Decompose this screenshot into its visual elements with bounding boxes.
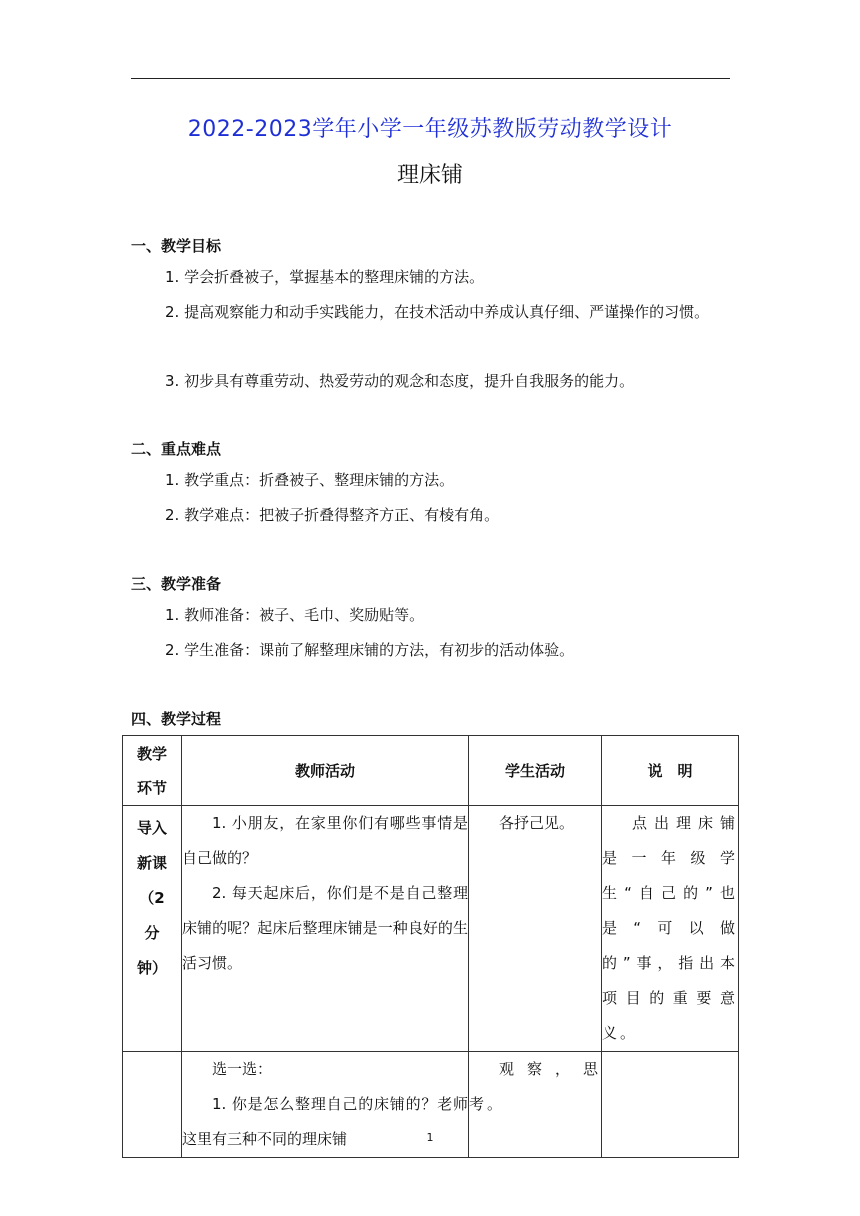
table-header-row: [123, 736, 739, 806]
student-activity-cell: 观察，思考。: [469, 1052, 602, 1158]
key-point-item: 2. 教学难点：把被子折叠得整齐方正、有棱有角。: [165, 506, 500, 524]
document-subtitle: 理床铺: [396, 163, 463, 188]
header-explanation: 说 明: [602, 736, 739, 806]
document-title: 2022-2023学年小学一年级苏教版劳动教学设计: [187, 117, 673, 142]
preparation-item: 1. 教师准备：被子、毛巾、奖励贴等。: [165, 606, 425, 624]
teacher-activity-cell: [182, 806, 469, 1052]
key-point-item: 1. 教学重点：折叠被子、整理床铺的方法。: [165, 471, 455, 489]
header-student-activity: 学生活动: [469, 736, 602, 806]
section-heading-goals: 一、教学目标: [131, 237, 222, 255]
goal-item: 2. 提高观察能力和动手实践能力，在技术活动中养成认真仔细、严谨操作的习惯。: [165, 303, 710, 321]
goal-item: 1. 学会折叠被子，掌握基本的整理床铺的方法。: [165, 268, 485, 286]
goal-item: 3. 初步具有尊重劳动、热爱劳动的观念和态度，提升自我服务的能力。: [165, 372, 635, 390]
header-rule: [131, 78, 730, 79]
teaching-process-table: [122, 735, 739, 1158]
header-teacher-activity: 教师活动: [182, 736, 469, 806]
teacher-activity-item: 1. 你是怎么整理自己的床铺的？老师这里有三种不同的理床铺: [182, 1095, 468, 1148]
stage-cell: 导入新课（2分钟）: [123, 806, 182, 1052]
teacher-activity-item: 2. 每天起床后，你们是不是自己整理床铺的呢？起床后整理床铺是一种良好的生活习惯。: [182, 884, 468, 972]
page-number: 1: [426, 1131, 434, 1144]
section-heading-preparation: 三、教学准备: [131, 575, 222, 593]
student-activity-cell: 各抒己见。: [469, 806, 602, 1052]
explanation-cell: 点出理床铺是一年级学生“自己的”也是“可以做的”事，指出本项目的重要意义。: [602, 806, 739, 1052]
section-heading-process: 四、教学过程: [131, 710, 222, 728]
table-row: [123, 806, 739, 1052]
teacher-activity-item: 1. 小朋友，在家里你们有哪些事情是自己做的？: [182, 814, 468, 867]
header-stage: 教学环节: [123, 736, 182, 806]
section-heading-key-points: 二、重点难点: [131, 440, 222, 458]
teacher-activity-item: 选一选：: [212, 1060, 273, 1078]
preparation-item: 2. 学生准备：课前了解整理床铺的方法，有初步的活动体验。: [165, 641, 575, 659]
